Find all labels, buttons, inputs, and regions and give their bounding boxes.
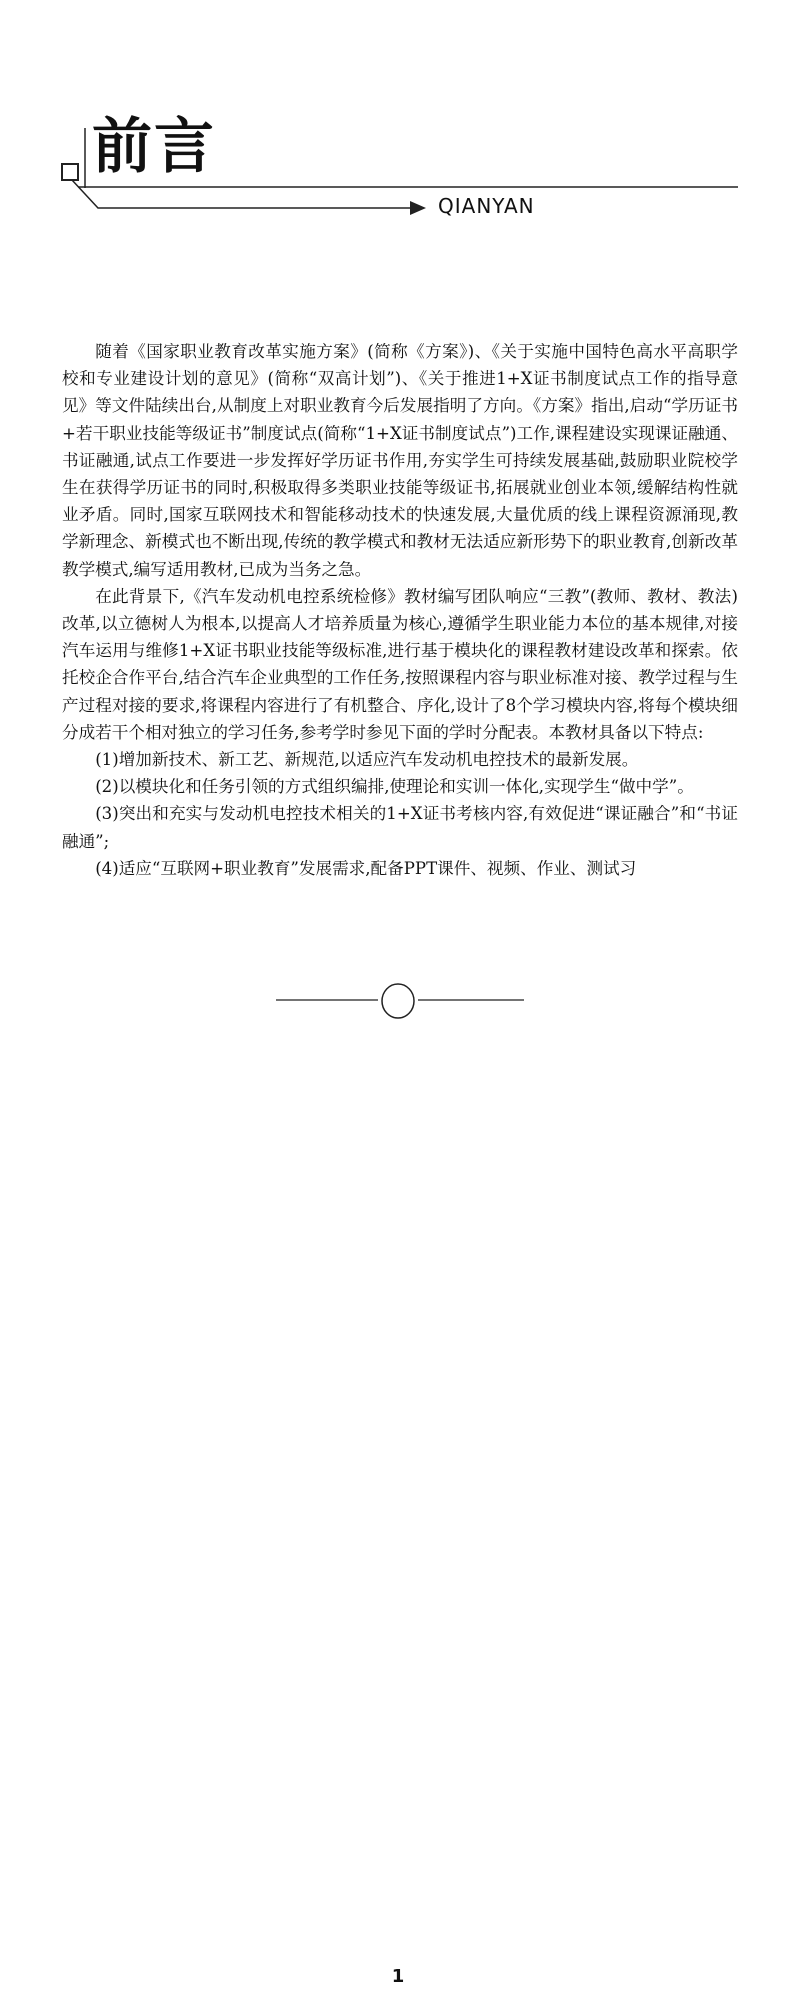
- paragraph: (4)适应“互联网+职业教育”发展需求,配备PPT课件、视频、作业、测试习: [95, 858, 637, 878]
- preface-body: [62, 338, 738, 882]
- paragraph: 在此背景下,《汽车发动机电控系统检修》教材编写团队响应“三教”(教师、教材、教法)改革,以立德树人为根本,以提高人才培养质量为核心,遵循学生职业能力本位的基本规律,对接汽车运用与维修1+X证书职业技能等级标准,进行基于模块化的课程教材建设改革和探索。依托校企合作平台,结合汽车企业典型的工作任务,按照课程内容与职业标准对接、教学过程与生产过程对接的要求,将课程内容进行了有机整合、序化,设计了8个学习模块内容,将每个模块细分成若干个相对独立的学习任务,参考学时参见下面的学时分配表。本教材具备以下特点:: [62, 586, 738, 742]
- subtitle-lead-line: [72, 180, 414, 208]
- page-number-badge: [382, 984, 414, 1018]
- page-footer: [0, 975, 790, 1987]
- subtitle-arrow-icon: [410, 201, 426, 215]
- page-subtitle: QIANYAN: [438, 194, 535, 218]
- paragraph: (2)以模块化和任务引领的方式组织编排,使理论和实训一体化,实现学生“做中学”。: [95, 777, 694, 797]
- paragraph: 随着《国家职业教育改革实施方案》(简称《方案》)、《关于实施中国特色高水平高职学校和专业建设计划的意见》(简称“双高计划”)、《关于推进1+X证书制度试点工作的指导意见》等文件陆续出台,从制度上对职业教育今后发展指明了方向。《方案》指出,启动“学历证书+若干职业技能等级证书”制度试点(简称“1+X证书制度试点”)工作,课程建设实现课证融通、书证融通,试点工作要进一步发挥好学历证书作用,夯实学生可持续发展基础,鼓励职业院校学生在获得学历证书的同时,积极取得多类职业技能等级证书,拓展就业创业本领,缓解结构性就业矛盾。同时,国家互联网技术和智能移动技术的快速发展,大量优质的线上课程资源涌现,教学新理念、新模式也不断出现,传统的教学模式和教材无法适应新形势下的职业教育,创新改革教学模式,编写适用教材,已成为当务之急。: [62, 342, 738, 579]
- paragraph: (3)突出和充实与发动机电控技术相关的1+X证书考核内容,有效促进“课证融合”和“书证融通”;: [62, 804, 738, 851]
- page-title: 前言: [92, 112, 216, 182]
- corner-square-ornament: [62, 164, 78, 180]
- footer-decoration: [0, 975, 790, 1035]
- page-number: 1: [391, 1966, 405, 1987]
- chapter-header: [0, 0, 790, 260]
- paragraph: (1)增加新技术、新工艺、新规范,以适应汽车发动机电控技术的最新发展。: [95, 750, 639, 770]
